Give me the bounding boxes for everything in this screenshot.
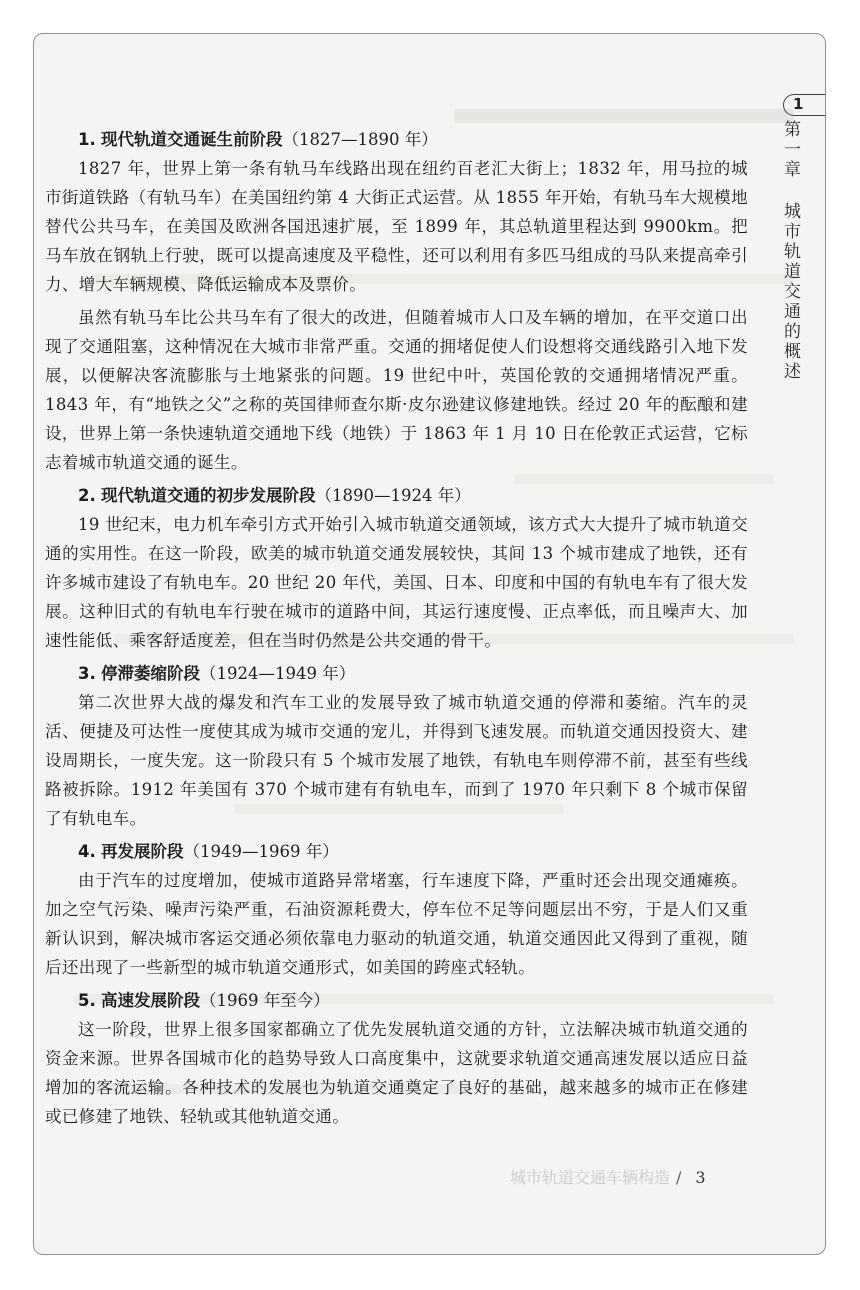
paragraph: 19 世纪末，电力机车牵引方式开始引入城市轨道交通领域，该方式大大提升了城市轨道交通的实用性。在这一阶段，欧美的城市轨道交通发展较快，其间 13 个城市建成了地铁，还有许多城市建设了有轨电车。20 世纪 20 年代，美国、日本、印度和中国的有轨电车有了很大发展。这种旧式的有轨电车行驶在城市的道路中间，其运行速度慢、正点率低，而且噪声大、加速性能低、乘客舒适度差，但在当时仍然是公共交通的骨干。 [45,515,748,650]
section-5 [45,986,748,1131]
page-footer [510,1165,706,1188]
chapter-title: 城市轨道交通的概述 [780,202,800,382]
section-2 [45,481,748,655]
footer-separator: / [676,1168,682,1187]
page-body [45,125,749,1135]
section-number: 2. [78,486,96,505]
section-4 [45,837,748,982]
bleed-through-mark [454,109,794,123]
paragraph: 由于汽车的过度增加，使城市道路异常堵塞，行车速度下降，严重时还会出现交通瘫痪。加之空气污染、噪声污染严重，石油资源耗费大，停车位不足等问题层出不穷，于是人们又重新认识到，解决城市客运交通必须依靠电力驱动的轨道交通，轨道交通因此又得到了重视，随后还出现了一些新型的城市轨道交通形式，如美国的跨座式轻轨。 [45,871,748,977]
paragraph: 虽然有轨马车比公共马车有了很大的改进，但随着城市人口及车辆的增加，在平交道口出现了交通阻塞，这种情况在大城市非常严重。交通的拥堵促使人们设想将交通线路引入地下发展，以便解决客流膨胀与土地紧张的问题。19 世纪中叶，英国伦敦的交通拥堵情况严重。1843 年，有“地铁之父”之称的英国律师查尔斯·皮尔逊建议修建地铁。经过 20 年的酝酿和建设，世界上第一条快速轨道交通地下线（地铁）于 1863 年 1 月 10 日在伦敦正式运营，它标志着城市轨道交通的诞生。 [45,308,748,472]
chapter-label: 第一章 [780,120,800,180]
section-years: （1924—1949 年） [200,664,356,683]
section-1 [45,125,749,477]
section-heading [78,986,748,1015]
section-years: （1949—1969 年） [183,842,339,861]
section-years: （1827—1890 年） [282,130,438,149]
chapter-number-tab [783,94,825,116]
running-title: 城市轨道交通车辆构造 [510,1168,671,1187]
section-years: （1890—1924 年） [315,486,471,505]
section-title: 现代轨道交通诞生前阶段 [101,130,283,149]
section-heading [78,659,748,688]
section-title: 再发展阶段 [101,842,184,861]
paragraph: 第二次世界大战的爆发和汽车工业的发展导致了城市轨道交通的停滞和萎缩。汽车的灵活、便捷及可达性一度使其成为城市交通的宠儿，并得到飞速发展。而轨道交通因投资大、建设周期长，一度失宠。这一阶段只有 5 个城市发展了地铁，有轨电车则停滞不前，甚至有些线路被拆除。1912 年美国有 370 个城市建有有轨电车，而到了 1970 年只剩下 8 个城市保留了有轨电车。 [45,693,748,828]
section-years: （1969 年至今） [200,991,330,1010]
chapter-side-label [779,120,801,382]
section-title: 停滞萎缩阶段 [101,664,200,683]
section-number: 5. [78,991,96,1010]
section-3 [45,659,748,833]
page-number: 3 [695,1168,706,1187]
section-heading [78,837,748,866]
section-title: 高速发展阶段 [101,991,200,1010]
section-number: 1. [78,130,96,149]
paragraph: 1827 年，世界上第一条有轨马车线路出现在纽约百老汇大街上；1832 年，用马拉的城市街道铁路（有轨马车）在美国纽约第 4 大街正式运营。从 1855 年开始，有轨马车大规模地替代公共马车，在美国及欧洲各国迅速扩展，至 1899 年，其总轨道里程达到 9900km。把马车放在钢轨上行驶，既可以提高速度及平稳性，还可以利用有多匹马组成的马队来提高牵引力、增大车辆规模、降低运输成本及票价。 [45,159,749,294]
section-number: 3. [78,664,96,683]
section-heading [78,481,748,510]
section-heading [78,125,748,154]
section-title: 现代轨道交通的初步发展阶段 [101,486,316,505]
paragraph: 这一阶段，世界上很多国家都确立了优先发展轨道交通的方针，立法解决城市轨道交通的资金来源。世界各国城市化的趋势导致人口高度集中，这就要求轨道交通高速发展以适应日益增加的客流运输。各种技术的发展也为轨道交通奠定了良好的基础，越来越多的城市正在修建或已修建了地铁、轻轨或其他轨道交通。 [45,1020,748,1126]
chapter-number: 1 [793,95,804,113]
section-number: 4. [78,842,96,861]
